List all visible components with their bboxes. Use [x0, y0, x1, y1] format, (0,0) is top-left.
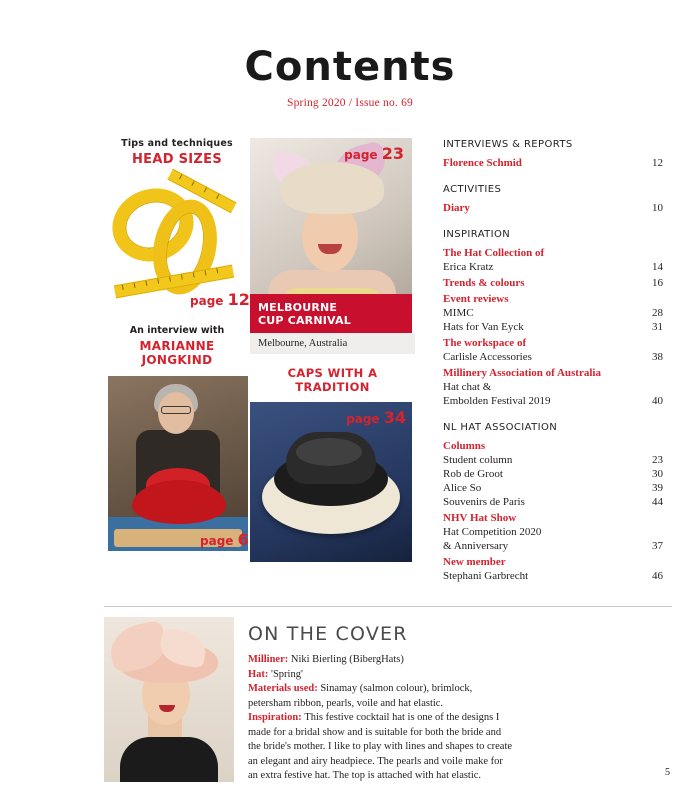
toc-entry[interactable] [443, 366, 663, 408]
interview-photo [108, 376, 248, 551]
toc-entry[interactable] [443, 156, 663, 170]
toc-entry-page: 46 [652, 570, 663, 582]
cover-inspiration-text: This festive cocktail hat is one of the designs I [304, 712, 500, 723]
interview-title: MARIANNE JONGKIND [139, 339, 215, 367]
page-title: Contents [244, 44, 456, 90]
cover-field-value: Niki Bierling (BibergHats) [290, 654, 404, 665]
toc-entry-page: 30 [652, 468, 663, 480]
toc-entry[interactable] [443, 246, 663, 274]
toc-entry-page: 40 [652, 395, 663, 407]
interview-page-tag [200, 530, 249, 549]
caps-page-label: page [346, 412, 380, 426]
cover-materials-continued: petersham ribbon, pearls, voile and hat elastic. [248, 697, 444, 709]
tips-page-label: page [190, 294, 224, 308]
tips-heading-block [108, 138, 246, 167]
toc-entry-label: Carlisle Accessories [443, 351, 532, 363]
toc-entry-page: 31 [652, 321, 663, 333]
melbourne-page-label: page [344, 148, 378, 162]
toc-entry-label: Rob de Groot [443, 468, 503, 480]
melbourne-page-tag [336, 138, 412, 170]
cover-field-label: Hat: [248, 668, 272, 680]
toc-entry-label: Stephani Garbrecht [443, 570, 529, 582]
cover-field [248, 668, 672, 682]
toc-entry-page: 39 [652, 482, 663, 494]
toc-entry-label: New member [443, 556, 506, 568]
cover-field-label: Milliner: [248, 654, 291, 665]
interview-page-number: 6 [237, 530, 249, 549]
toc-entry[interactable] [443, 201, 663, 215]
cover-inspiration-line: made for a bridal show and is suitable for both the bride and [248, 726, 502, 738]
toc-entry-label: Event reviews [443, 293, 509, 305]
middle-column [250, 138, 415, 585]
cover-inspiration-label: Inspiration: [248, 712, 305, 723]
tips-page-number: 12 [227, 290, 250, 309]
cover-inspiration-line: the bride's mother. I like to play with lines and shapes to create [248, 741, 513, 752]
cover-field-label: Materials used: [248, 683, 321, 694]
toc-section-heading: INSPIRATION [443, 229, 511, 240]
cover-field [248, 653, 672, 667]
toc-entry-page: 38 [652, 351, 663, 363]
interview-kicker: An interview with [129, 325, 225, 336]
cover-inspiration-line: an extra festive hat. The top is attached with hat elastic. [248, 770, 482, 781]
toc-entry-label: Trends & colours [443, 277, 525, 289]
toc-entry-label: Embolden Festival 2019 [443, 395, 551, 407]
cover-inspiration-first-line [248, 711, 672, 725]
content-columns [0, 138, 700, 585]
toc-entry-label: Alice So [443, 482, 482, 494]
page-header [0, 0, 700, 109]
tape-measure-photo [108, 179, 246, 307]
caps-tradition-photo [250, 402, 412, 562]
toc-entry-label: The workspace of [443, 337, 527, 349]
interview-page-label: page [200, 534, 234, 548]
caps-page-number: 34 [383, 408, 406, 427]
toc-entry-label: Millinery Association of Australia [443, 367, 601, 379]
toc-entry-label: NHV Hat Show [443, 512, 517, 524]
left-column [28, 138, 250, 585]
table-of-contents [443, 138, 663, 585]
toc-entry-page: 10 [652, 202, 663, 214]
interview-heading-block [108, 325, 246, 367]
cover-text-block [248, 617, 672, 784]
cover-photo [104, 617, 234, 782]
melbourne-banner [250, 294, 412, 333]
toc-entry-label: & Anniversary [443, 540, 509, 552]
toc-entry-page: 12 [652, 157, 663, 169]
toc-entry[interactable] [443, 292, 663, 334]
toc-entry-page: 16 [652, 277, 663, 289]
toc-entry-page: 44 [652, 496, 663, 508]
toc-entry[interactable] [443, 555, 663, 583]
melbourne-banner-line2: CUP CARNIVAL [258, 314, 351, 327]
melbourne-page-number: 23 [381, 144, 404, 163]
toc-entry-page: 14 [652, 261, 663, 273]
toc-entry-label: Florence Schmid [443, 157, 522, 169]
toc-entry-page: 37 [652, 540, 663, 552]
tips-title: HEAD SIZES [131, 152, 222, 167]
cover-inspiration-line: an elegant and airy headpiece. The pearls and voile make for [248, 755, 503, 767]
cover-field-value: Sinamay (salmon colour), brimlock, [320, 683, 473, 694]
toc-entry-label: Student column [443, 454, 513, 466]
issue-subtitle: Spring 2020 / Issue no. 69 [287, 97, 413, 109]
toc-entry-label: Hats for Van Eyck [443, 321, 524, 333]
cover-heading: ON THE COVER [248, 623, 408, 645]
tips-page-tag [190, 290, 250, 309]
toc-entry-page: 23 [652, 454, 663, 466]
tips-kicker: Tips and techniques [121, 138, 233, 149]
cover-field-value: 'Spring' [271, 668, 303, 680]
toc-section-heading: INTERVIEWS & REPORTS [443, 139, 573, 150]
melbourne-feature-photo [250, 138, 412, 333]
toc-entry[interactable] [443, 336, 663, 364]
melbourne-banner-line1: MELBOURNE [258, 301, 338, 314]
toc-entry-label: Diary [443, 202, 470, 214]
toc-entry-label: Souvenirs de Paris [443, 496, 525, 508]
toc-entry[interactable] [443, 276, 663, 290]
toc-entry-label: MIMC [443, 307, 474, 319]
toc-entry-label: Erica Kratz [443, 261, 494, 273]
melbourne-caption: Melbourne, Australia [250, 333, 415, 354]
toc-entry-label: The Hat Collection of [443, 247, 545, 259]
toc-section-heading: NL HAT ASSOCIATION [443, 422, 558, 433]
toc-entry-page: 28 [652, 307, 663, 319]
caps-tradition-title: CAPS WITH A TRADITION [287, 366, 378, 394]
page-folio: 5 [665, 767, 670, 778]
toc-section-heading: ACTIVITIES [443, 184, 502, 195]
toc-entry-label: Columns [443, 440, 486, 452]
cover-field [248, 682, 672, 696]
caps-page-tag [346, 408, 406, 428]
toc-entry-label: Hat chat & [443, 381, 492, 393]
on-the-cover-section [104, 606, 672, 784]
toc-entry-label: Hat Competition 2020 [443, 526, 542, 538]
toc-entry[interactable] [443, 439, 663, 509]
toc-entry[interactable] [443, 511, 663, 553]
